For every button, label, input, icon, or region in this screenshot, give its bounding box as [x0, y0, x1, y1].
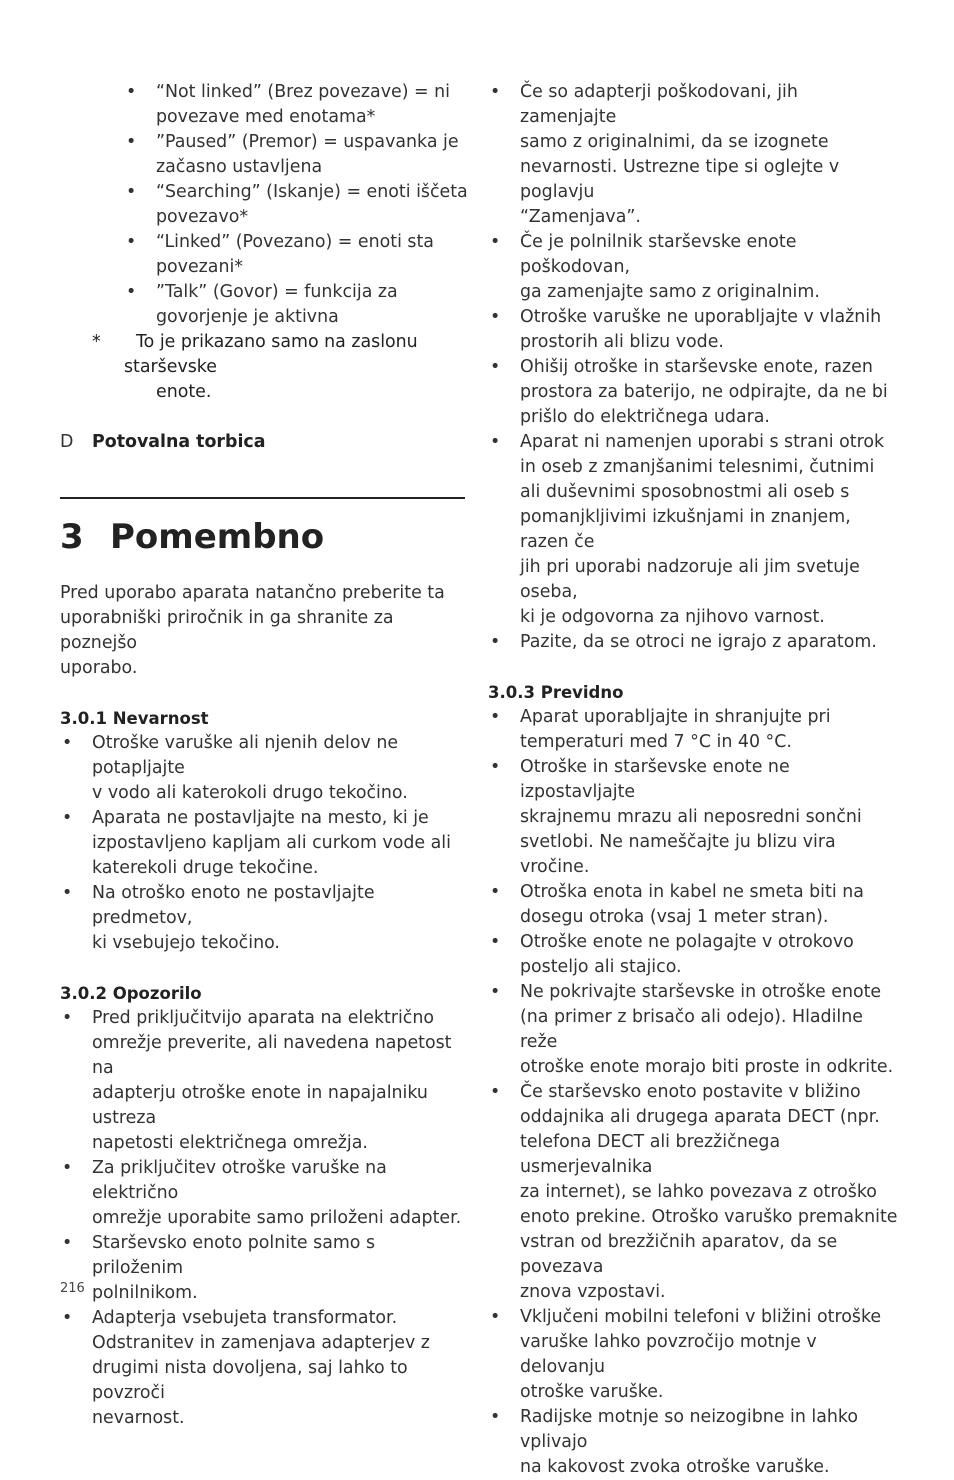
list-item: • Aparat uporabljajte in shranjujte pri temperaturi med 7 °C in 40 °C.: [488, 705, 898, 755]
footnote-marker: *: [92, 332, 101, 352]
list-item: • Otroške in starševske enote ne izpostavljajte skrajnemu mrazu ali neposredni sončni svetlobi. Ne nameščajte ju blizu vira vročine.: [488, 755, 898, 880]
list-item: • “Not linked” (Brez povezave) = ni povezave med enotama*: [124, 80, 470, 130]
caution-list: [488, 705, 898, 1480]
left-column: [60, 80, 470, 1431]
list-item: • Če so adapterji poškodovani, jih zamenjajte samo z originalnimi, da se izognete nevarnosti. Ustrezne tipe si oglejte v poglavju “Zamenjava”.: [488, 80, 898, 230]
danger-list: [60, 731, 470, 956]
section-heading: 3.0.2 Opozorilo: [60, 984, 202, 1003]
list-item: • Na otroško enoto ne postavljajte predmetov, ki vsebujejo tekočino.: [60, 881, 470, 956]
warning-list-continued: [488, 80, 898, 655]
chapter-heading: [60, 517, 470, 557]
section-heading: 3.0.3 Previdno: [488, 683, 624, 702]
list-item: • ”Paused” (Premor) = uspavanka je začasno ustavljena: [124, 130, 470, 180]
list-item: • Adapterja vsebujeta transformator. Odstranitev in zamenjava adapterjev z drugimi nista dovoljena, saj lahko to povzroči nevarnost.: [60, 1306, 470, 1431]
list-item: • Če je polnilnik starševske enote poškodovan, ga zamenjajte samo z originalnim.: [488, 230, 898, 305]
chapter-divider: [60, 497, 465, 499]
section-heading: 3.0.1 Nevarnost: [60, 709, 209, 728]
list-item: • Otroške varuške ne uporabljajte v vlažnih prostorih ali blizu vode.: [488, 305, 898, 355]
list-item: • Vključeni mobilni telefoni v bližini otroške varuške lahko povzročijo motnje v delovanju otroške varuške.: [488, 1305, 898, 1405]
chapter-number: 3: [60, 517, 84, 557]
list-item: • Aparata ne postavljajte na mesto, ki je izpostavljeno kapljam ali curkom vode ali katerekoli druge tekočine.: [60, 806, 470, 881]
list-item: • “Linked” (Povezano) = enoti sta povezani*: [124, 230, 470, 280]
list-item: • “Searching” (Iskanje) = enoti iščeta povezavo*: [124, 180, 470, 230]
list-item: • Pazite, da se otroci ne igrajo z aparatom.: [488, 630, 898, 655]
list-item: • Če starševsko enoto postavite v bližino oddajnika ali drugega aparata DECT (npr. telefona DECT ali brezžičnega usmerjevalnika za internet), se lahko povezava z otroško enoto prekine. Otroško varuško premaknite vstran od brezžičnih aparatov, da se povezava znova vzpostavi.: [488, 1080, 898, 1305]
list-item: • Radijske motnje so neizogibne in lahko vplivajo na kakovost zvoka otroške varuške.: [488, 1405, 898, 1480]
right-column: [488, 80, 898, 1480]
list-item: • Otroške varuške ali njenih delov ne potapljajte v vodo ali katerokoli drugo tekočino.: [60, 731, 470, 806]
list-item: • Pred priključitvijo aparata na električno omrežje preverite, ali navedena napetost na adapterju otroške enote in napajalniku ustreza napetosti električnega omrežja.: [60, 1006, 470, 1156]
list-item: • Otroška enota in kabel ne smeta biti na dosegu otroka (vsaj 1 meter stran).: [488, 880, 898, 930]
status-list: [124, 80, 470, 330]
intro-paragraph: Pred uporabo aparata natančno preberite ta uporabniški priročnik in ga shranite za poznejšo uporabo.: [60, 583, 445, 678]
item-title: Potovalna torbica: [92, 432, 266, 452]
item-letter: D: [60, 432, 74, 452]
footnote: * To je prikazano samo na zaslonu starševske enote.: [92, 332, 418, 402]
page-number: 216: [60, 1281, 85, 1296]
list-item: • Ne pokrivajte starševske in otroške enote (na primer z brisačo ali odejo). Hladilne reže otroške enote morajo biti proste in odkrite.: [488, 980, 898, 1080]
list-item: • Otroške enote ne polagajte v otrokovo posteljo ali stajico.: [488, 930, 898, 980]
list-item: • Aparat ni namenjen uporabi s strani otrok in oseb z zmanjšanimi telesnimi, čutnimi ali duševnimi sposobnostmi ali oseb s pomanjkljivimi izkušnjami in znanjem, razen če jih pri uporabi nadzoruje ali jim svetuje oseba, ki je odgovorna za njihovo varnost.: [488, 430, 898, 630]
warning-list: [60, 1006, 470, 1431]
list-item: • Ohišij otroške in starševske enote, razen prostora za baterijo, ne odpirajte, da ne bi prišlo do električnega udara.: [488, 355, 898, 430]
list-item: • Starševsko enoto polnite samo s priloženim polnilnikom.: [60, 1231, 470, 1306]
list-item: • ”Talk” (Govor) = funkcija za govorjenje je aktivna: [124, 280, 470, 330]
item-d: [60, 430, 470, 455]
chapter-title: Pomembno: [110, 517, 325, 557]
list-item: • Za priključitev otroške varuške na električno omrežje uporabite samo priloženi adapter.: [60, 1156, 470, 1231]
